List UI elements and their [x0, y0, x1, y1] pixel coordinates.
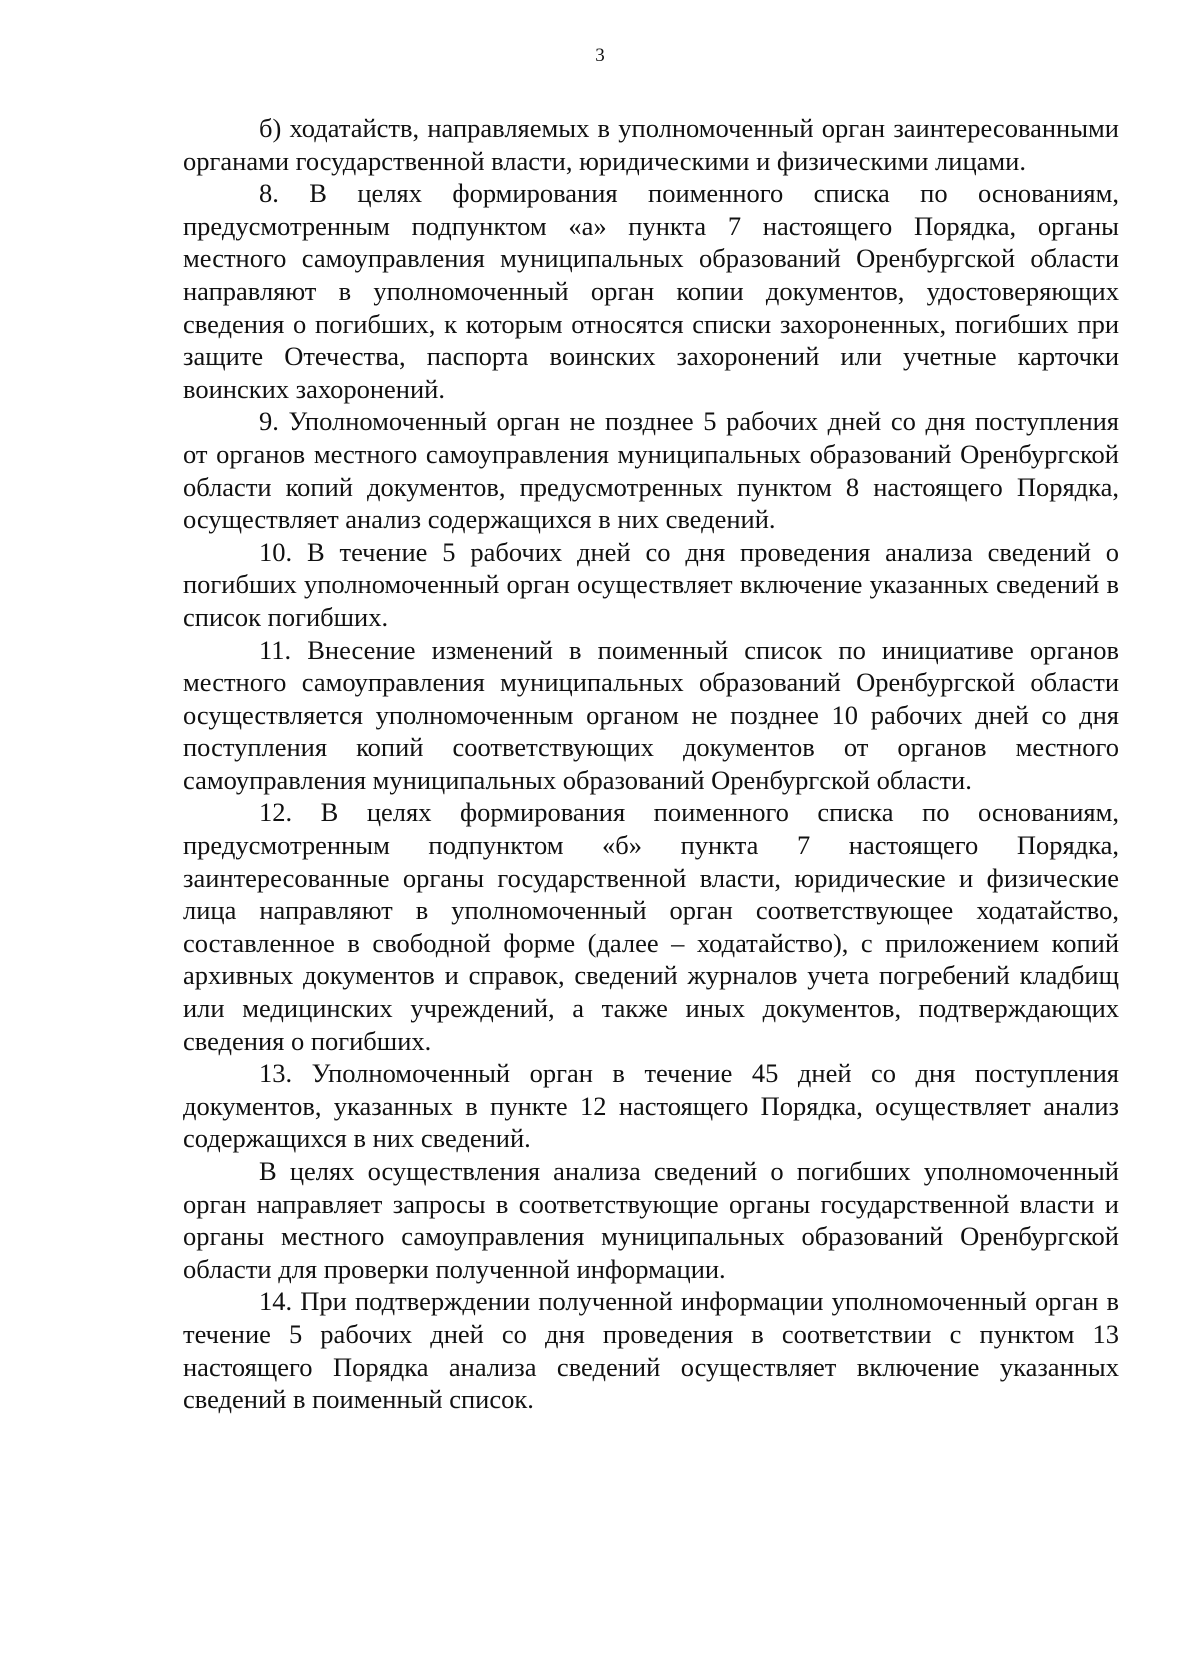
document-body — [183, 112, 1119, 1416]
paragraph-9: 9. Уполномоченный орган не позднее 5 рабочих дней со дня поступления от органов местного самоуправления муниципальных образований Оренбургской области копий документов, предусмотренных пунктом 8 настоящего Порядка, осуществляет анализ содержащихся в них сведений. — [183, 406, 1119, 535]
paragraph-13-continuation: В целях осуществления анализа сведений о погибших уполномоченный орган направляет запросы в соответствующие органы государственной власти и органы местного самоуправления муниципальных образований Оренбургской области для проверки полученной информации. — [183, 1156, 1119, 1284]
paragraph-7b: б) ходатайств, направляемых в уполномоченный орган заинтересованными органами государственной власти, юридическими и физическими лицами. — [183, 113, 1119, 176]
paragraph-14: 14. При подтверждении полученной информации уполномоченный орган в течение 5 рабочих дней со дня проведения в соответствии с пунктом 13 настоящего Порядка анализа сведений осуществляет включение указанных сведений в поименный список. — [183, 1286, 1119, 1415]
page-number: 3 — [595, 45, 605, 66]
paragraph-12: 12. В целях формирования поименного списка по основаниям, предусмотренным подпунктом «б» пункта 7 настоящего Порядка, заинтересованные органы государственной власти, юридические и физические лица направляют в уполномоченный орган соответствующее ходатайство, составленное в свободной форме (далее – ходатайство), с приложением копий архивных документов и справок, сведений журналов учета погребений кладбищ или медицинских учреждений, а также иных документов, подтверждающих сведения о погибших. — [183, 797, 1119, 1056]
paragraph-13: 13. Уполномоченный орган в течение 45 дней со дня поступления документов, указанных в пункте 12 настоящего Порядка, осуществляет анализ содержащихся в них сведений. — [183, 1058, 1119, 1154]
paragraph-8: 8. В целях формирования поименного списка по основаниям, предусмотренным подпунктом «а» пункта 7 настоящего Порядка, органы местного самоуправления муниципальных образований Оренбургской области направляют в уполномоченный орган копии документов, удостоверяющих сведения о погибших, к которым относятся списки захороненных, погибших при защите Отечества, паспорта воинских захоронений или учетные карточки воинских захоронений. — [183, 178, 1119, 404]
paragraph-10: 10. В течение 5 рабочих дней со дня проведения анализа сведений о погибших уполномоченный орган осуществляет включение указанных сведений в список погибших. — [183, 536, 1119, 632]
paragraph-11: 11. Внесение изменений в поименный список по инициативе органов местного самоуправления муниципальных образований Оренбургской области осуществляется уполномоченным органом не позднее 10 рабочих дней со дня поступления копий соответствующих документов от органов местного самоуправления муниципальных образований Оренбургской области. — [183, 634, 1119, 795]
